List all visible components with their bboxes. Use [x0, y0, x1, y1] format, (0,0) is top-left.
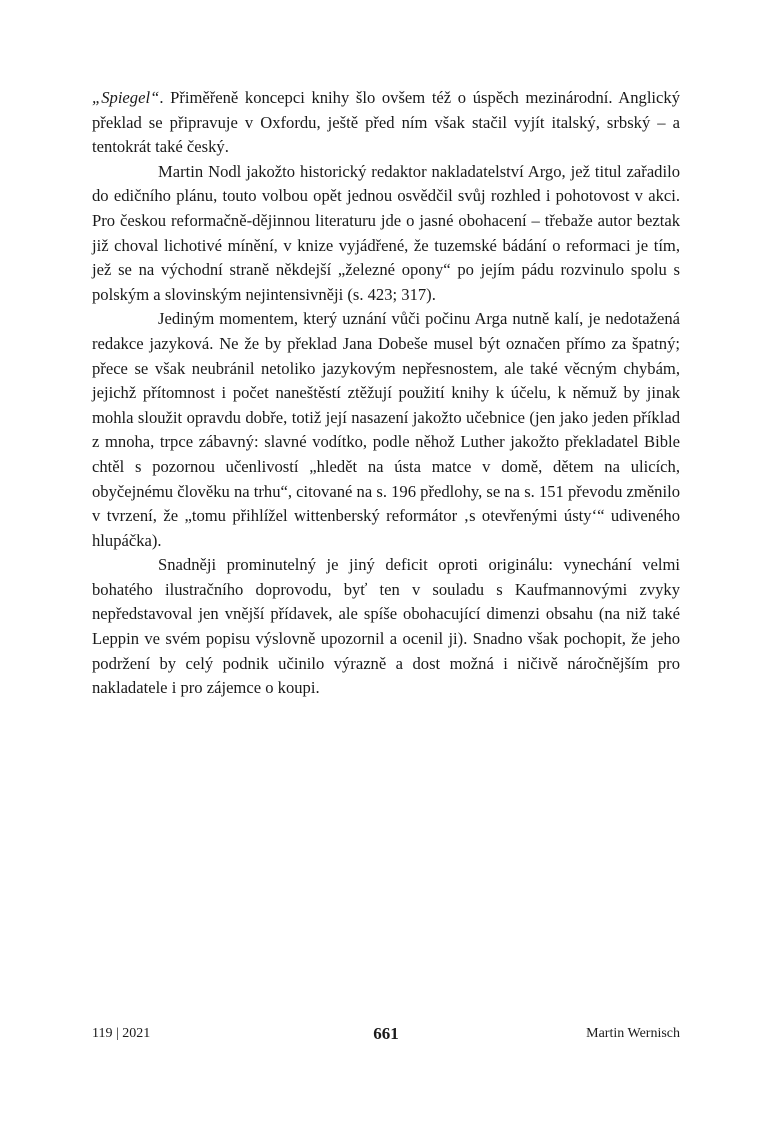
article-body	[92, 86, 680, 701]
page-footer	[92, 1024, 680, 1048]
paragraph-1	[92, 86, 680, 160]
paragraph-2: Martin Nodl jakožto historický redaktor nakladatelství Argo, jež titul zařadilo do edičního plánu, touto volbou opět jednou osvědčil svůj rozhled i pohotovost v akci. Pro českou reformačně-dějinnou literaturu jde o jasné obohacení – třebaže autor beztak již choval lichotivé mínění, v knize vyjádřené, že tuzemské bádání o reformaci je tím, jež se na východní straně někdejší „železné opony“ po jejím pádu rozvinulo spolu s polským a slovinským nejintensivněji (s. 423; 317).	[92, 161, 680, 304]
paragraph-4: Snadněji prominutelný je jiný deficit oproti originálu: vynechání velmi bohatého ilustračního doprovodu, byť ten v souladu s Kaufmannovými zvyky nepředstavoval jen vnější přídavek, ale spíše obohacující dimenzi obsahu (na niž také Leppin ve svém popisu výslovně upozornil a ocenil ji). Snadno však pochopit, že jeho podržení by celý podnik učinilo výrazně a dost možná i ničivě náročnějším pro nakladatele i pro zájemce o koupi.	[92, 555, 680, 698]
author-name: Martin Wernisch	[586, 1026, 680, 1041]
italic-term: „Spiegel“	[92, 88, 160, 107]
paragraph-3: Jediným momentem, který uznání vůči počinu Arga nutně kalí, je nedotažená redakce jazyková. Ne že by překlad Jana Dobeše musel být označen přímo za špatný; přece se však neubránil netoliko jazykovým nepřesnostem, ale také věcným chybám, jejichž přítomnost i počet naneštěstí ztěžují použití knihy k účelu, k němuž by jinak mohla sloužit opravdu dobře, totiž její nasazení jakožto učebnice (jen jako jeden příklad z mnoha, trpce zábavný: slavné vodítko, podle něhož Luther jakožto překladatel Bible chtěl s pozornou učenlivostí „hledět na ústa matce v domě, dětem na ulicích, obyčejnému člověku na trhu“, citované na s. 196 předlohy, se na s. 151 převodu změnilo v tvrzení, že „tomu přihlížel wittenberský reformátor ‚s otevřenými ústy‘“ udiveného hlupáčka).	[92, 309, 680, 550]
paragraph-1-text: . Přiměřeně koncepci knihy šlo ovšem též o úspěch mezinárodní. Anglický překlad se připravuje v Oxfordu, ještě před ním však stačil vyjít italský, srbský – a tentokrát také český.	[92, 88, 680, 157]
issue-label: 119 | 2021	[92, 1026, 151, 1041]
page-number: 661	[373, 1024, 399, 1043]
